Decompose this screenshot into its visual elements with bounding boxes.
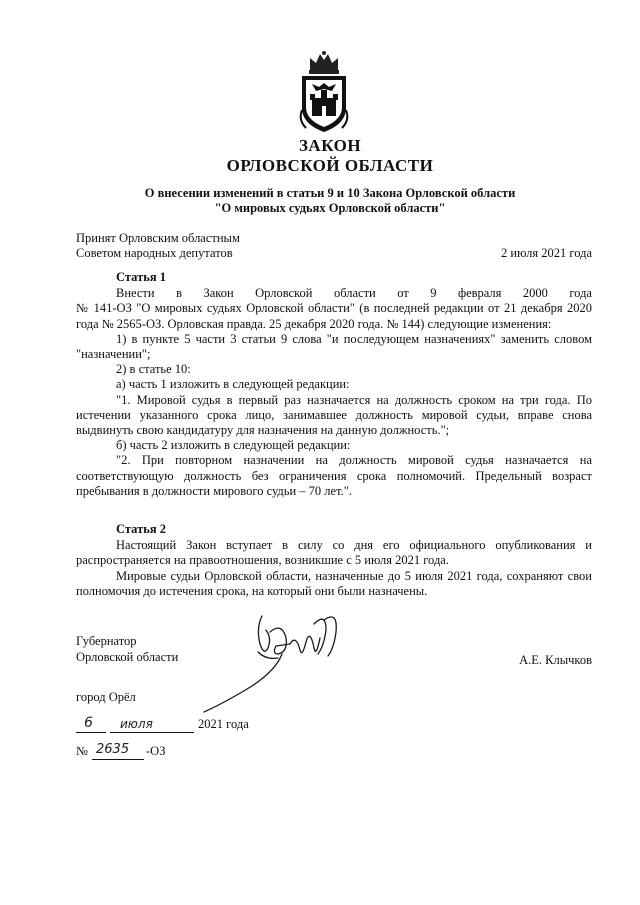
article-1 (76, 270, 592, 499)
law-number-suffix: -ОЗ (146, 744, 166, 758)
article-1-heading: Статья 1 (116, 270, 166, 284)
signing-month: июля (120, 717, 153, 731)
signing-date (76, 717, 376, 735)
law-number-value: 2635 (96, 742, 130, 757)
issuer-title: ОРЛОВСКОЙ ОБЛАСТИ (226, 156, 434, 175)
law-subject-line2: "О мировых судьях Орловской области" (214, 201, 446, 215)
article-1-intro: № 141-ОЗ "О мировых судьях Орловской области" (в последней редакции от 21 декабря 2020 года № 2565-ОЗ. Орловская правда. 25 декабря 2020 года. № 144) следующие изменения: (76, 301, 592, 331)
article-1-item-2: 2) в статье 10: (116, 362, 191, 377)
adoption-line2: Советом народных депутатов (76, 246, 233, 260)
signatory-title (76, 634, 178, 665)
article-1-quote-1: "1. Мировой судья в первый раз назначается на должность сроком на три года. По истечении указанного срока лицо, занимавшее должность мировой судьи, вправе снова выдвинуть свою кандидатуру для назначения на данную должность."; (76, 392, 592, 438)
article-2-para-1: Настоящий Закон вступает в силу со дня его официального опубликования и распространяется на правоотношения, возникшие с 5 июля 2021 года. (76, 538, 592, 568)
law-subject-line1: О внесении изменений в статьи 9 и 10 Закона Орловской области (144, 186, 516, 200)
law-number-prefix: № (76, 744, 88, 758)
signing-year: 2021 года (198, 717, 249, 731)
article-2-heading: Статья 2 (116, 522, 166, 536)
orel-oblast-coat-of-arms-icon (296, 50, 352, 134)
article-2-para-2: Мировые судьи Орловской области, назначенные до 5 июля 2021 года, сохраняют свои полномочия до истечения срока, на который они были назначены. (76, 568, 592, 598)
article-1-quote-2: "2. При повторном назначении на должность мировой судья назначается на соответствующую должность без ограничения срока полномочий. Предельный возраст пребывания в должности мирового судьи – 70 лет.". (76, 453, 592, 498)
signatory-title-line1: Губернатор (76, 634, 137, 648)
signing-day: 6 (84, 715, 93, 731)
law-number (76, 744, 376, 762)
article-2 (76, 522, 592, 599)
article-1-item-2a: а) часть 1 изложить в следующей редакции: (116, 377, 350, 392)
article-1-intro-line1: Внести в Закон Орловской области от 9 февраля 2000 года (116, 286, 592, 301)
article-1-item-2b: б) часть 2 изложить в следующей редакции: (116, 438, 351, 453)
handwritten-signature-icon (186, 608, 356, 720)
signatory-title-line2: Орловской области (76, 649, 179, 664)
city: город Орёл (76, 690, 136, 704)
article-1-item-1: 1) в пункте 5 части 3 статьи 9 слова "и последующем назначениях" заменить словом "назначении"; (76, 331, 592, 362)
adoption-date: 2 июля 2021 года (501, 246, 592, 260)
document-type-title: ЗАКОН (298, 136, 362, 155)
signatory-name: А.Е. Клычков (519, 653, 592, 667)
adoption-line1: Принят Орловским областным (76, 231, 240, 245)
